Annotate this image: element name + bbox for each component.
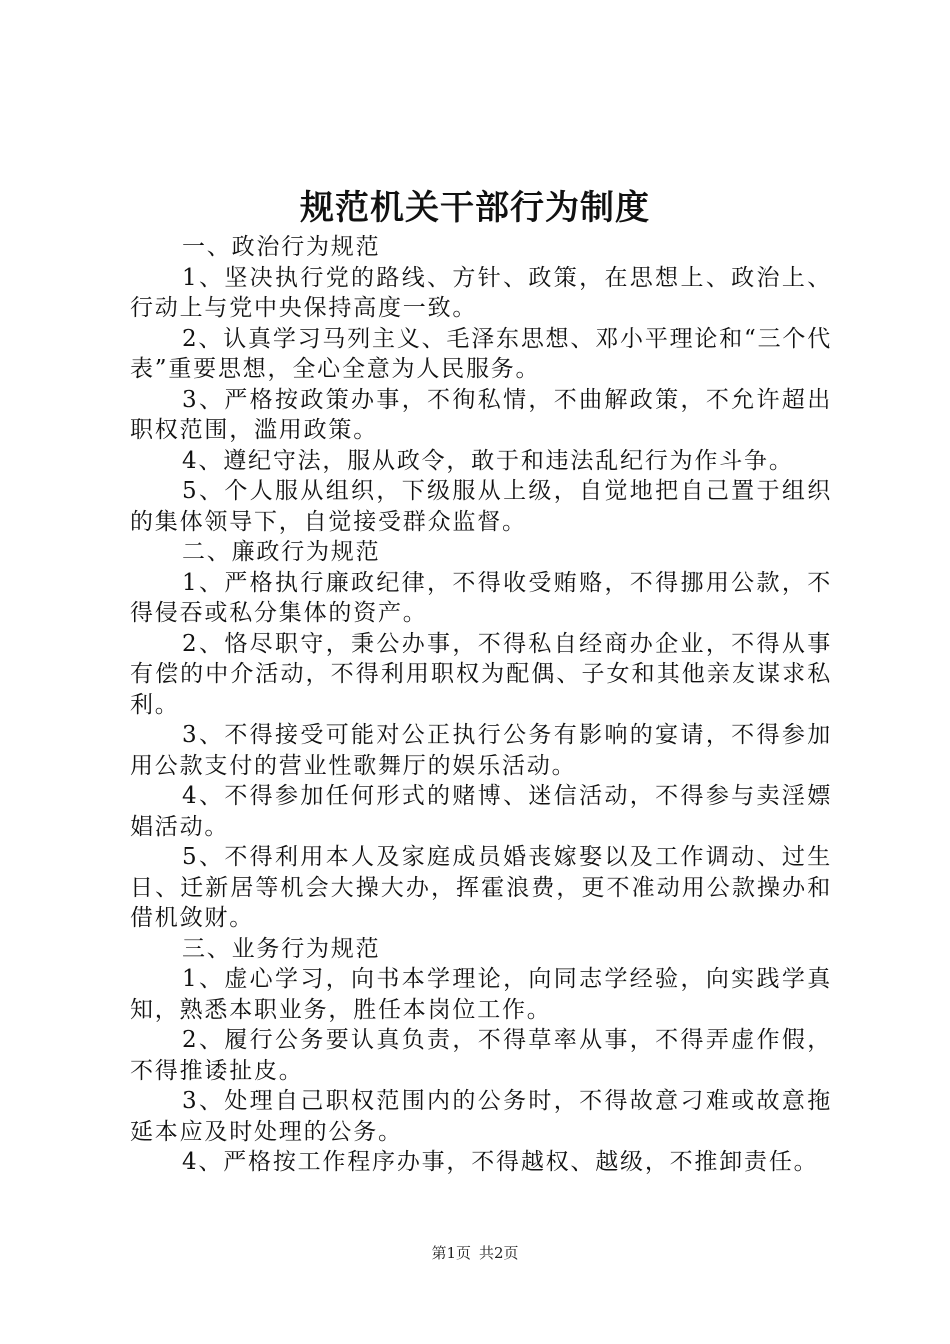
page-total: 共2页	[479, 1244, 519, 1262]
paragraph: 5、个人服从组织，下级服从上级，自觉地把自己置于组织的集体领导下，自觉接受群众监督。	[130, 478, 832, 535]
paragraph: 5、不得利用本人及家庭成员婚丧嫁娶以及工作调动、过生日、迁新居等机会大操大办，挥霍浪费，更不准动用公款操办和借机敛财。	[130, 844, 832, 931]
document-title: 规范机关干部行为制度	[300, 188, 650, 228]
paragraph: 4、遵纪守法，服从政令，敢于和违法乱纪行为作斗争。	[182, 447, 794, 474]
page-footer	[0, 1243, 950, 1263]
document-body	[130, 232, 832, 1178]
section-heading: 三、业务行为规范	[182, 935, 381, 962]
paragraph: 2、履行公务要认真负责，不得草率从事，不得弄虚作假，不得推诿扯皮。	[130, 1027, 832, 1084]
paragraph: 3、不得接受可能对公正执行公务有影响的宴请，不得参加用公款支付的营业性歌舞厅的娱乐活动。	[130, 722, 832, 779]
page-number: 第1页	[431, 1244, 471, 1262]
section-heading: 二、廉政行为规范	[182, 539, 381, 565]
paragraph: 1、坚决执行党的路线、方针、政策，在思想上、政治上、行动上与党中央保持高度一致。	[130, 264, 832, 321]
paragraph: 4、严格按工作程序办事，不得越权、越级，不推卸责任。	[182, 1149, 819, 1175]
paragraph: 4、不得参加任何形式的赌博、迷信活动，不得参与卖淫嫖娼活动。	[130, 783, 832, 840]
paragraph: 2、认真学习马列主义、毛泽东思想、邓小平理论和“三个代表”重要思想，全心全意为人民服务。	[130, 325, 832, 382]
paragraph: 3、处理自己职权范围内的公务时，不得故意刁难或故意拖延本应及时处理的公务。	[130, 1088, 832, 1145]
section-heading: 一、政治行为规范	[182, 234, 381, 260]
paragraph: 1、严格执行廉政纪律，不得收受贿赂，不得挪用公款，不得侵吞或私分集体的资产。	[130, 569, 832, 626]
paragraph: 3、严格按政策办事，不徇私情，不曲解政策，不允许超出职权范围，滥用政策。	[130, 386, 832, 443]
paragraph: 2、恪尽职守，秉公办事，不得私自经商办企业，不得从事有偿的中介活动，不得利用职权为配偶、子女和其他亲友谋求私利。	[130, 630, 832, 718]
paragraph: 1、虚心学习，向书本学理论，向同志学经验，向实践学真知，熟悉本职业务，胜任本岗位工作。	[130, 966, 832, 1023]
